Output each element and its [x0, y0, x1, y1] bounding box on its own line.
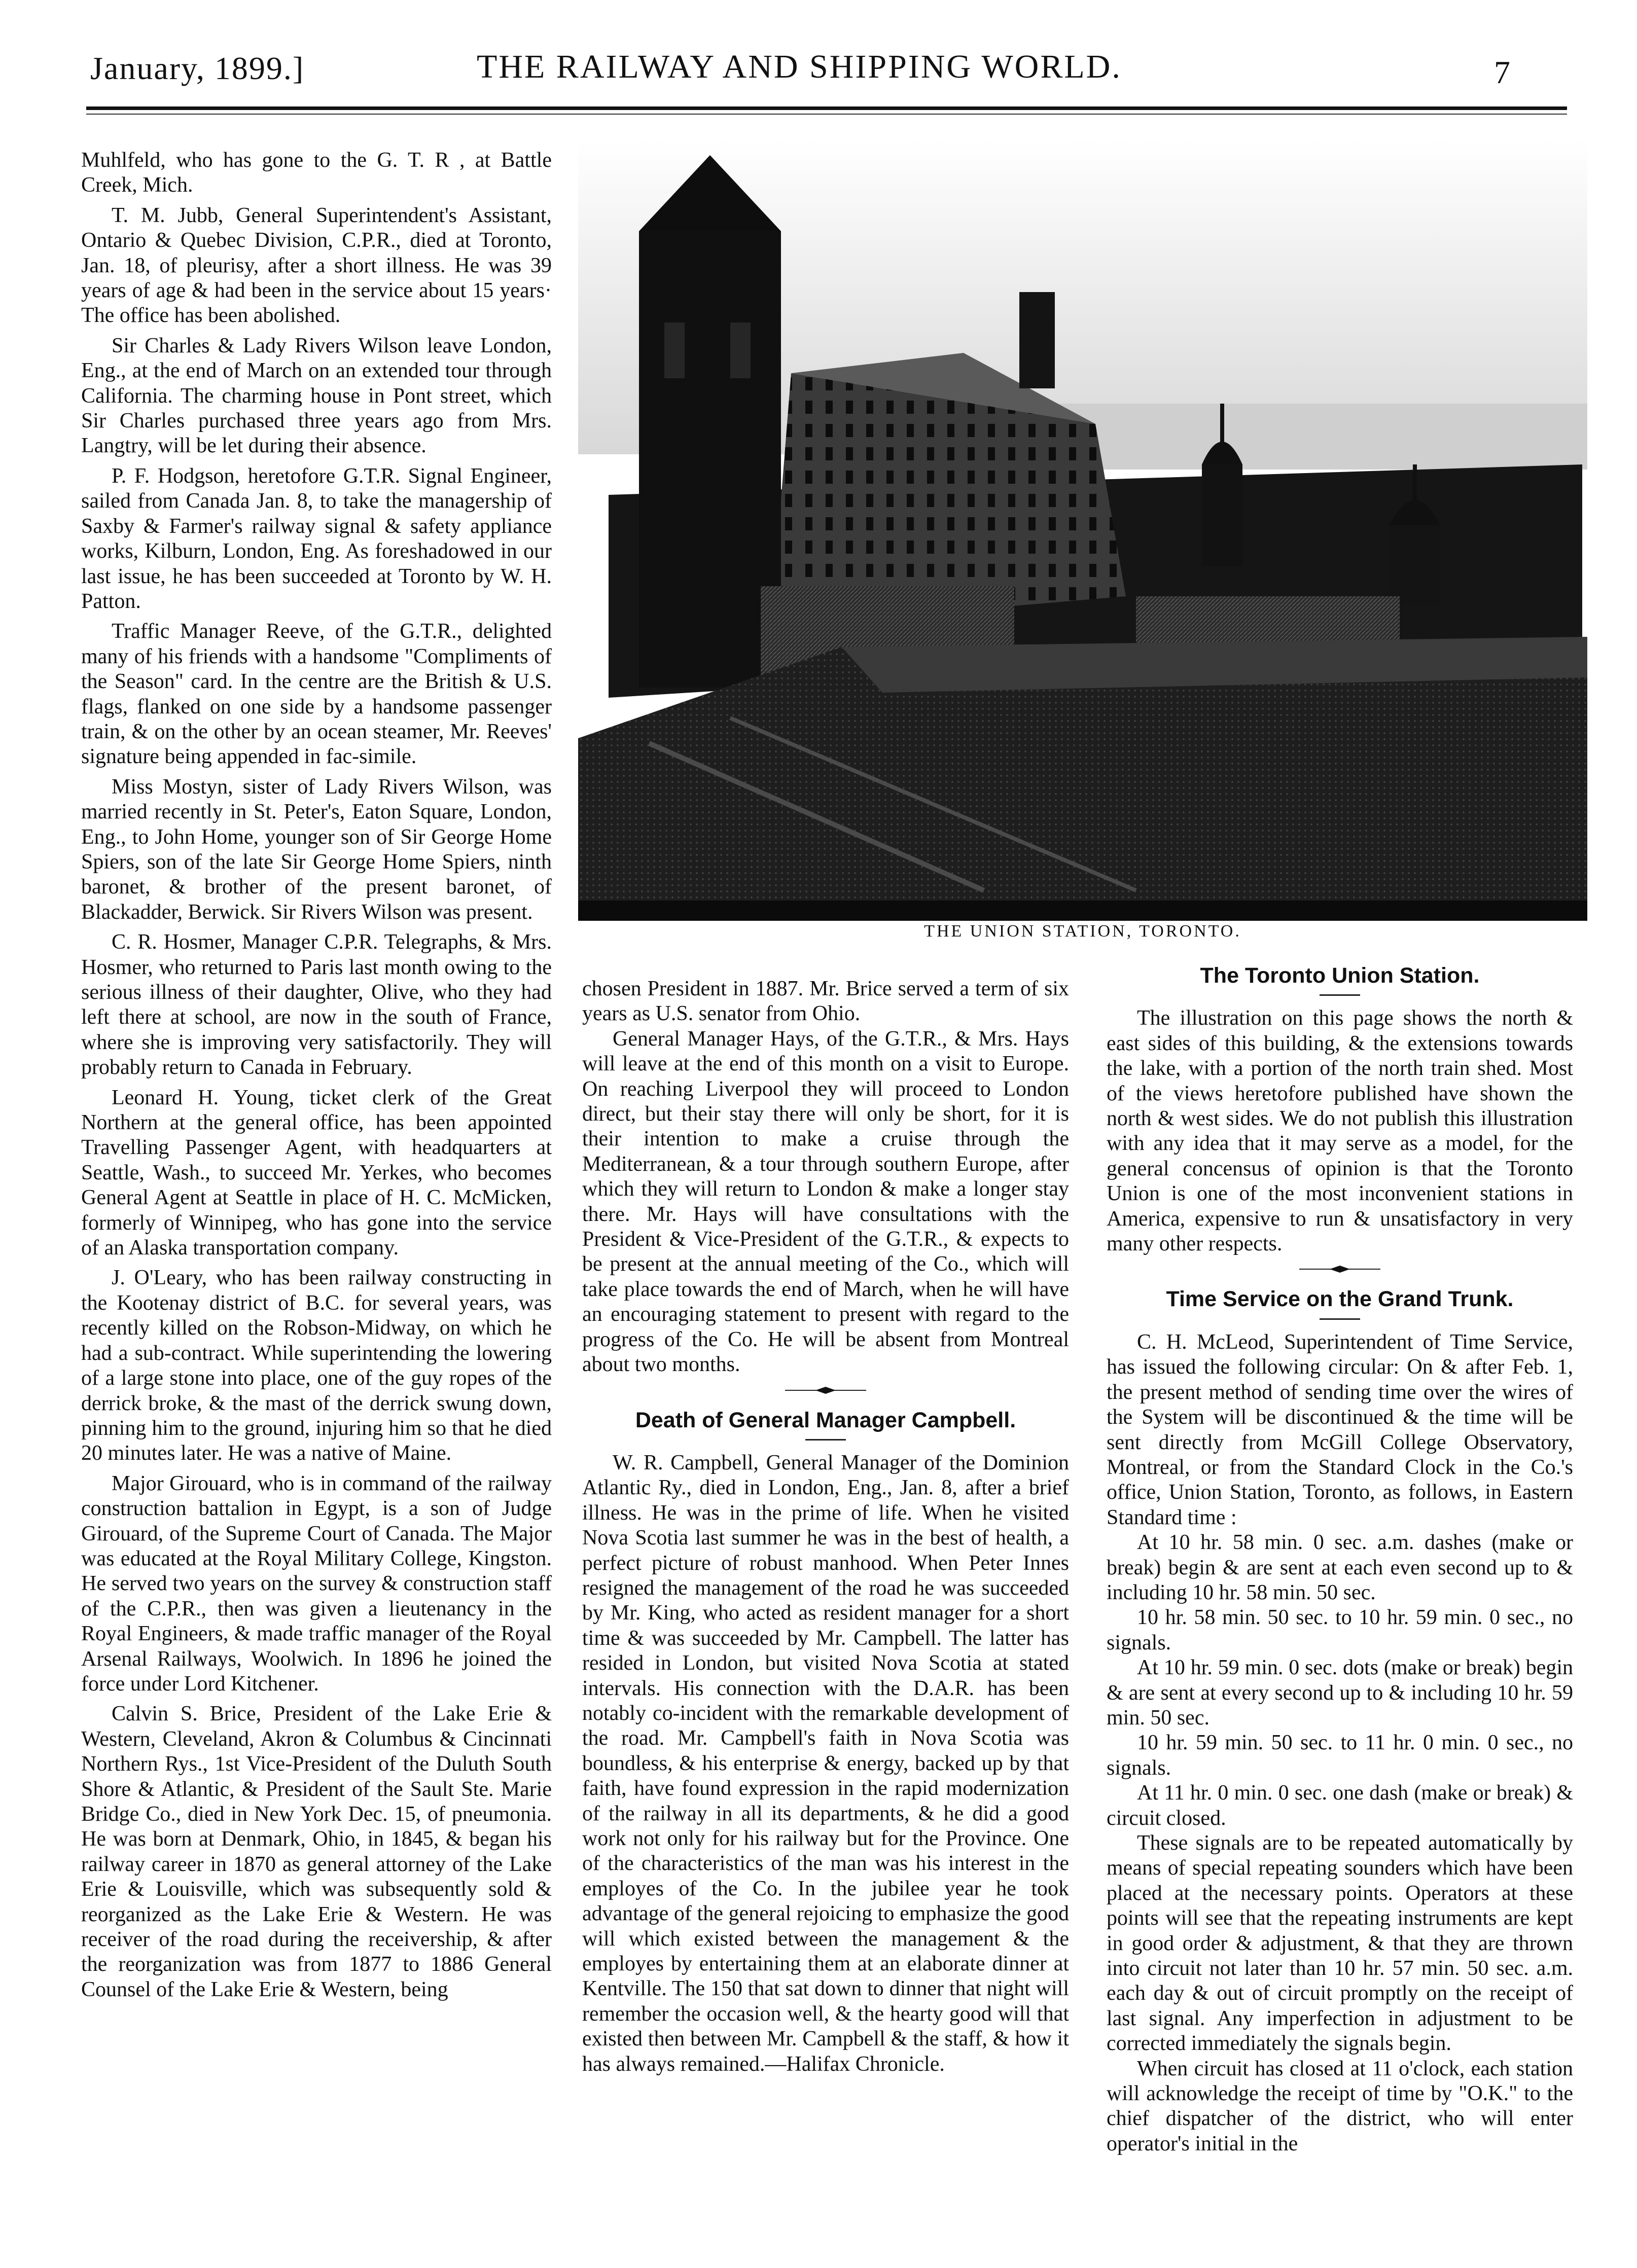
column-right [1107, 963, 1573, 2156]
issue-date: January, 1899.] [90, 50, 305, 86]
paragraph: P. F. Hodgson, heretofore G.T.R. Signal Engineer, sailed from Canada Jan. 8, to take the managership of Saxby & Farmer's railway signal & safety appliance works, Kilburn, London, Eng. As foreshadowed in our last issue, he has been succeeded at Toronto by W. H. Patton. [81, 464, 552, 613]
publication-title: THE RAILWAY AND SHIPPING WORLD. [477, 48, 1122, 85]
ornament-divider [1299, 1265, 1380, 1274]
paragraph: T. M. Jubb, General Superintendent's Assistant, Ontario & Quebec Division, C.P.R., died at Toronto, Jan. 18, of pleurisy, after a short illness. He was 39 years of age & had been in the service about 15 years· The office has been abolished. [81, 203, 552, 328]
header-rule-thick [86, 106, 1567, 110]
section-heading: The Toronto Union Station. [1200, 963, 1480, 988]
paragraph: 10 hr. 59 min. 50 sec. to 11 hr. 0 min. 0 sec., no signals. [1107, 1731, 1573, 1780]
paragraph: J. O'Leary, who has been railway constructing in the Kootenay district of B.C. for several years, was recently killed on the Robson-Midway, on which he had a sub-contract. While superintending the lowering of a large stone into place, one of the guy ropes of the derrick broke, & the mast of the derrick swung down, pinning him to the ground, injuring him so that he died 20 minutes later. He was a native of Maine. [81, 1266, 552, 1465]
paragraph: The illustration on this page shows the north & east sides of this building, & the extensions towards the lake, with a portion of the north train shed. Most of the views heretofore published have shown the north & west sides. We do not publish this illustration with any idea that it may serve as a model, for the general concensus of opinion is that the Toronto Union is one of the most inconvenient stations in America, expensive to run & unsatisfactory in very many other respects. [1107, 1006, 1573, 1256]
paragraph: When circuit has closed at 11 o'clock, each station will acknowledge the receipt of time by "O.K." to the chief dispatcher of the district, who will enter operator's initial in the [1107, 2057, 1573, 2155]
paragraph: Sir Charles & Lady Rivers Wilson leave London, Eng., at the end of March on an extended tour through California. The charming house in Pont street, which Sir Charles purchased three years ago from Mrs. Langtry, will be let during their absence. [81, 334, 552, 458]
paragraph: 10 hr. 58 min. 50 sec. to 10 hr. 59 min. 0 sec., no signals. [1107, 1606, 1573, 1654]
paragraph: Traffic Manager Reeve, of the G.T.R., delighted many of his friends with a handsome "Compliments of the Season" card. In the centre are the British & U.S. flags, flanked on one side by a handsome passenger train, & on the other by an ocean steamer, Mr. Reeves' signature being appended in fac-simile. [81, 620, 552, 769]
paragraph: At 11 hr. 0 min. 0 sec. one dash (make or break) & circuit closed. [1107, 1781, 1573, 1830]
header-rule-thin [86, 114, 1567, 115]
paragraph: Major Girouard, who is in command of the railway construction battalion in Egypt, is a son of Judge Girouard, of the Supreme Court of Canada. The Major was educated at the Royal Military College, Kingston. He served two years on the survey & construction staff of the C.P.R., then was given a lieutenancy in the Royal Engineers, & made traffic manager of the Royal Arsenal Railways, Woolwich. In 1896 he joined the force under Lord Kitchener. [81, 1471, 552, 1696]
heading-rule [1320, 994, 1360, 996]
section-heading: Death of General Manager Campbell. [635, 1408, 1016, 1432]
column-middle [582, 977, 1069, 2077]
page-number: 7 [1494, 54, 1510, 90]
heading-rule [1320, 1318, 1360, 1320]
paragraph: chosen President in 1887. Mr. Brice served a term of six years as U.S. senator from Ohio. [582, 977, 1069, 1026]
column-left [81, 148, 552, 2002]
ornament-divider [785, 1386, 866, 1395]
paragraph: Miss Mostyn, sister of Lady Rivers Wilson, was married recently in St. Peter's, Eaton Square, London, Eng., to John Home, younger son of Sir George Home Spiers, son of the late Sir George Home Spiers, ninth baronet, & brother of the present baronet, of Blackadder, Berwick. Sir Rivers Wilson was present. [81, 775, 552, 924]
paragraph: Calvin S. Brice, President of the Lake Erie & Western, Cleveland, Akron & Columbus & Cincinnati Northern Rys., 1st Vice-President of the Duluth South Shore & Atlantic, & President of the Sault Ste. Marie Bridge Co., died in New York Dec. 15, of pneumonia. He was born at Denmark, Ohio, in 1845, & began his railway career in 1870 as general attorney of the Lake Erie & Louisville, which was subsequently sold & reorganized as the Lake Erie & Western. He was receiver of the road during the receivership, & after the reorganization was from 1877 to 1886 General Counsel of the Lake Erie & Western, being [81, 1702, 552, 2001]
paragraph: Leonard H. Young, ticket clerk of the Great Northern at the general office, has been appointed Travelling Passenger Agent, with headquarters at Seattle, Wash., to succeed Mr. Yerkes, who becomes General Agent at Seattle in place of H. C. McMicken, formerly of Winnipeg, who has gone into the service of an Alaska transportation company. [81, 1086, 552, 1260]
paragraph: C. R. Hosmer, Manager C.P.R. Telegraphs, & Mrs. Hosmer, who returned to Paris last month owing to the serious illness of their daughter, Olive, who they had left there at school, are now in the south of France, where she is improving very satisfactorily. They will probably return to Canada in February. [81, 930, 552, 1079]
paragraph: These signals are to be repeated automatically by means of special repeating sounders which have been placed at the necessary points. Operators at these points will see that the repeating instruments are kept in good order & adjustment, & that they are thrown into circuit not later than 10 hr. 57 min. 50 sec. a.m. each day & out of circuit promptly on the receipt of last signal. Any imperfection in adjustment to be corrected immediately the signals begin. [1107, 1831, 1573, 2056]
paragraph: General Manager Hays, of the G.T.R., & Mrs. Hays will leave at the end of this month on a visit to Europe. On reaching Liverpool they will proceed to London direct, but their stay there will only be short, for it is their intention to make a cruise through the Mediterranean, & a tour through southern Europe, after which they will return to London & make a longer stay there. Mr. Hays will have consultations with the President & Vice-President of the G.T.R., & expects to be present at the annual meeting of the Co., which will take place towards the end of March, when he will have an encouraging statement to present with regard to the progress of the Co. He will be absent from Montreal about two months. [582, 1027, 1069, 1377]
paragraph: At 10 hr. 58 min. 0 sec. a.m. dashes (make or break) begin & are sent at each even second up to & including 10 hr. 58 min. 50 sec. [1107, 1531, 1573, 1604]
photo-caption: THE UNION STATION, TORONTO. [924, 922, 1241, 941]
section-heading: Time Service on the Grand Trunk. [1166, 1287, 1514, 1312]
paragraph: C. H. McLeod, Superintendent of Time Service, has issued the following circular: On & after Feb. 1, the present method of sending time over the wires of the System will be discontinued & the time will be sent directly from McGill College Observatory, Montreal, or from the Standard Clock in the Co.'s office, Union Station, Toronto, as follows, in Eastern Standard time : [1107, 1330, 1573, 1529]
paragraph: At 10 hr. 59 min. 0 sec. dots (make or break) begin & are sent at every second up to & including 10 hr. 59 min. 50 sec. [1107, 1656, 1573, 1730]
paragraph: W. R. Campbell, General Manager of the Dominion Atlantic Ry., died in London, Eng., Jan. 8, after a brief illness. He was in the prime of life. When he visited Nova Scotia last summer he was in the best of health, a perfect picture of robust manhood. When Peter Innes resigned the management of the road he was succeeded by Mr. King, who acted as resident manager for a short time & was succeeded by Mr. Campbell. The latter has resided in London, but visited Nova Scotia at stated intervals. His connection with the D.A.R. has been notably co-incident with the remarkable development of the road. Mr. Campbell's faith in Nova Scotia was boundless, & his enterprise & energy, backed up by that faith, have found expression in the rapid modernization of the railway in all its departments, & he did a good work not only for his railway but for the Province. One of the characteristics of the man was his interest in the employes of the Co. In the jubilee year he took advantage of the general rejoicing to emphasize the good will which existed between the management & the employes by entertaining them at an elaborate dinner at Kentville. The 150 that sat down to dinner that night will remember the occasion well, & the hearty good will that existed then between Mr. Campbell & the staff, & how it has always remained.—Halifax Chronicle. [582, 1451, 1069, 2076]
union-station-photo [578, 140, 1587, 921]
heading-rule [805, 1439, 846, 1441]
paragraph: Muhlfeld, who has gone to the G. T. R , at Battle Creek, Mich. [81, 149, 552, 197]
